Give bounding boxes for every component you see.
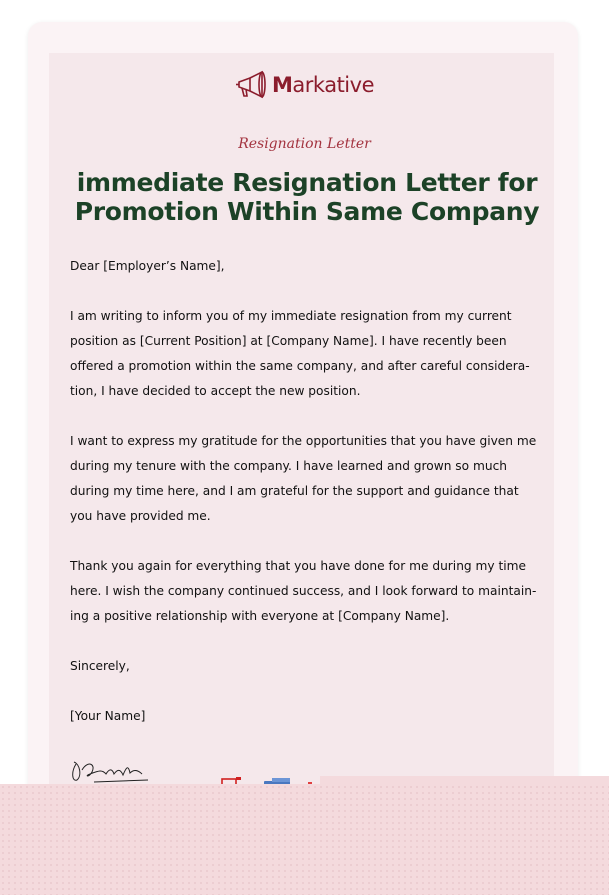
letter-paragraph: I want to express my gratitude for the opportunities that you have given me during my tenure with the company. I have learned and grown so much during my time here, and I am grateful for the support and guidance that you have provided me. bbox=[70, 434, 537, 523]
document-title: immediate Resignation Letter for Promotion Within Same Company bbox=[74, 168, 540, 226]
closing: Sincerely, bbox=[70, 659, 130, 673]
salutation: Dear [Employer’s Name], bbox=[70, 259, 225, 273]
letter-paragraph: I am writing to inform you of my immediate resignation from my current position as [Current Position] at [Company Name]. I have recently been offered a promotion within the same company, and after careful considera- tion, I have decided to accept the new position. bbox=[70, 309, 530, 398]
letter-paragraph: Thank you again for everything that you have done for me during my time here. I wish the company continued success, and I look forward to maintain- ing a positive relationship with everyone at [Company Name]. bbox=[70, 559, 537, 623]
megaphone-icon bbox=[235, 69, 269, 101]
document-category-label: Resignation Letter bbox=[238, 136, 371, 152]
brand-name: Markative bbox=[272, 72, 374, 97]
brand-logo[interactable] bbox=[235, 68, 374, 102]
bottom-overlay bbox=[0, 784, 609, 895]
letter-body bbox=[70, 254, 544, 754]
sender-name: [Your Name] bbox=[70, 709, 146, 723]
